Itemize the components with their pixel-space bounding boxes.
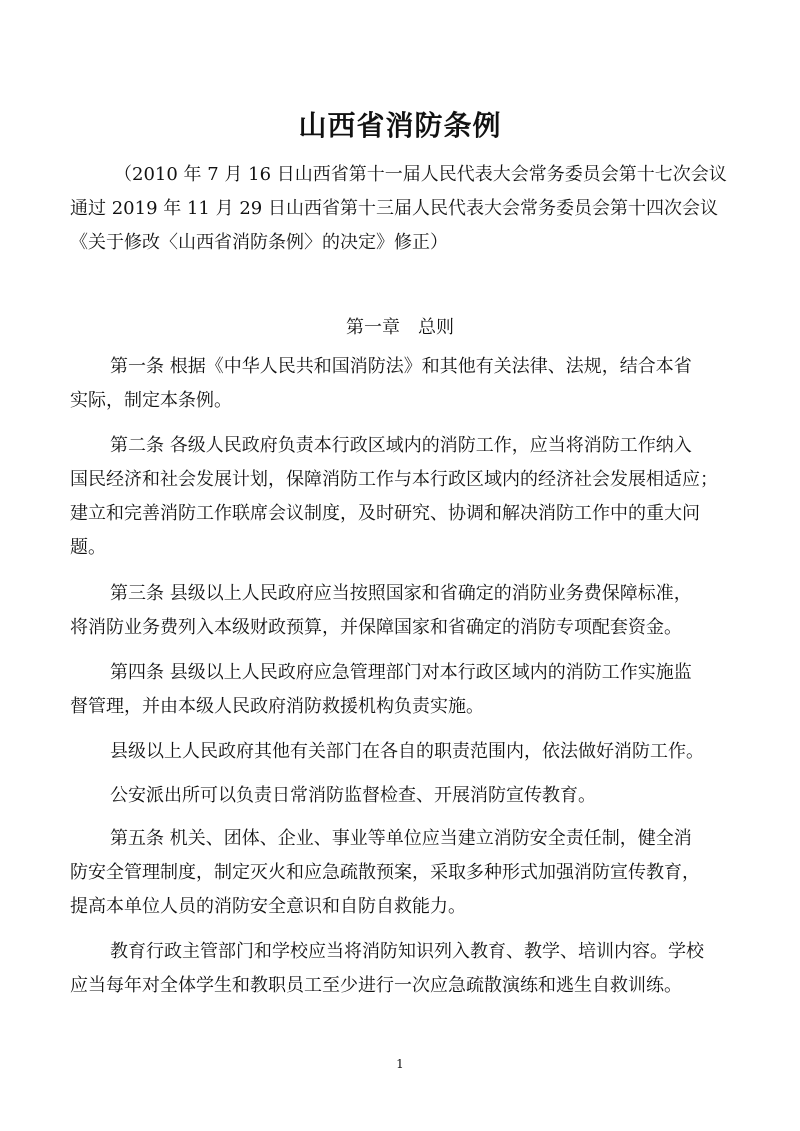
paragraph-line: 国民经济和社会发展计划，保障消防工作与本行政区域内的经济社会发展相适应； [70, 469, 718, 490]
enactment-note-line: 《关于修改〈山西省消防条例〉的决定》修正） [70, 232, 448, 253]
enactment-note [70, 158, 740, 260]
paragraph-line: 提高本单位人员的消防安全意识和自防自救能力。 [70, 896, 466, 917]
chapter-heading: 第一章 总则 [346, 317, 454, 338]
article-3 [70, 577, 740, 645]
paragraph-line: 第二条 各级人民政府负责本行政区域内的消防工作，应当将消防工作纳入 [110, 435, 692, 456]
article-5 [70, 822, 740, 924]
article-5-paragraph-2 [70, 935, 740, 1003]
document-title: 山西省消防条例 [298, 109, 502, 142]
article-2 [70, 429, 740, 565]
paragraph-line: 公安派出所可以负责日常消防监督检查、开展消防宣传教育。 [110, 785, 596, 806]
enactment-note-line: （2010 年 7 月 16 日山西省第十一届人民代表大会常务委员会第十七次会议 [114, 164, 727, 185]
paragraph-line: 第一条 根据《中华人民共和国消防法》和其他有关法律、法规，结合本省 [110, 356, 692, 377]
paragraph-line: 防安全管理制度，制定灭火和应急疏散预案，采取多种形式加强消防宣传教育， [70, 862, 700, 883]
enactment-note-line: 通过 2019 年 11 月 29 日山西省第十三届人民代表大会常务委员会第十四次会议 [70, 198, 718, 219]
paragraph-line: 应当每年对全体学生和教职员工至少进行一次应急疏散演练和逃生自救训练。 [70, 975, 682, 996]
paragraph-line: 教育行政主管部门和学校应当将消防知识列入教育、教学、培训内容。学校 [110, 941, 704, 962]
article-4-paragraph-3 [70, 779, 740, 813]
article-1 [70, 350, 740, 418]
paragraph-line: 将消防业务费列入本级财政预算，并保障国家和省确定的消防专项配套资金。 [70, 617, 682, 638]
paragraph-line: 第四条 县级以上人民政府应急管理部门对本行政区域内的消防工作实施监 [110, 662, 692, 683]
article-4-paragraph-2 [70, 735, 740, 769]
paragraph-line: 题。 [70, 537, 106, 558]
page-number: 1 [396, 1057, 404, 1071]
paragraph-line: 第五条 机关、团体、企业、事业等单位应当建立消防安全责任制，健全消 [110, 828, 692, 849]
paragraph-line: 实际，制定本条例。 [70, 390, 232, 411]
paragraph-line: 第三条 县级以上人民政府应当按照国家和省确定的消防业务费保障标准， [110, 583, 692, 604]
article-4 [70, 656, 740, 724]
paragraph-line: 县级以上人民政府其他有关部门在各自的职责范围内，依法做好消防工作。 [110, 741, 704, 762]
paragraph-line: 建立和完善消防工作联席会议制度，及时研究、协调和解决消防工作中的重大问 [70, 503, 700, 524]
paragraph-line: 督管理，并由本级人民政府消防救援机构负责实施。 [70, 696, 484, 717]
